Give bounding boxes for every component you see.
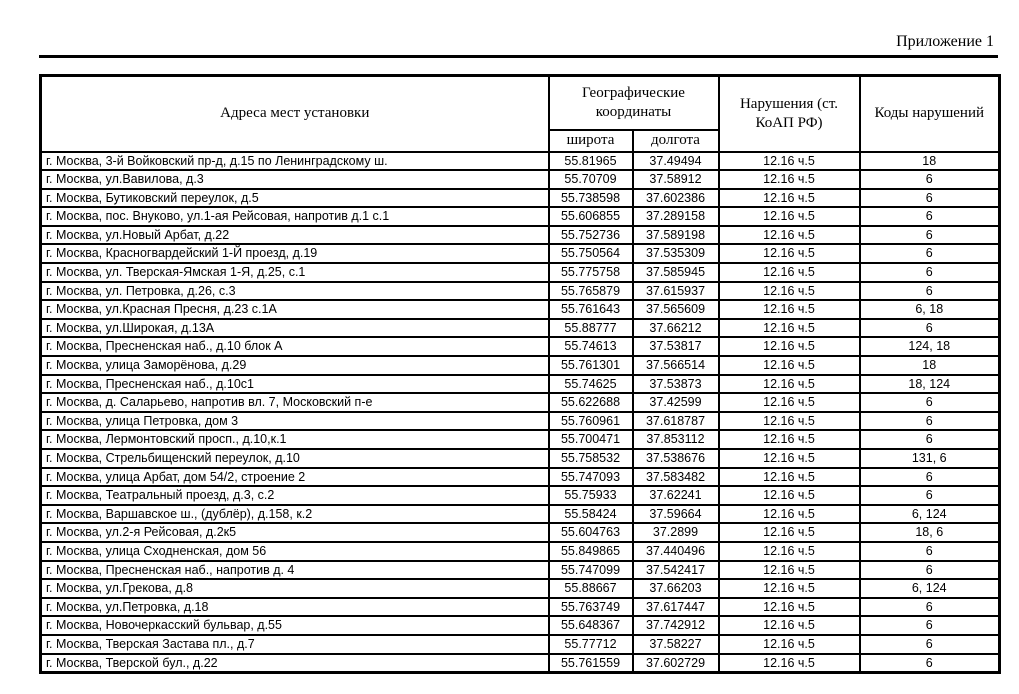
latitude-cell: 55.761643 — [549, 300, 633, 319]
longitude-cell: 37.583482 — [633, 468, 719, 487]
latitude-cell: 55.700471 — [549, 430, 633, 449]
codes-cell: 6 — [860, 412, 1000, 431]
codes-cell: 6 — [860, 189, 1000, 208]
longitude-cell: 37.618787 — [633, 412, 719, 431]
violation-cell: 12.16 ч.5 — [719, 523, 860, 542]
address-cell: г. Москва, ул. Тверская-Ямская 1-Я, д.25, с.1 — [41, 263, 549, 282]
violation-cell: 12.16 ч.5 — [719, 505, 860, 524]
table-row — [41, 654, 1000, 673]
codes-cell: 6 — [860, 616, 1000, 635]
latitude-cell: 55.77712 — [549, 635, 633, 654]
installations-table — [39, 74, 1001, 674]
violation-cell: 12.16 ч.5 — [719, 654, 860, 673]
longitude-cell: 37.566514 — [633, 356, 719, 375]
address-cell: г. Москва, ул.Красная Пресня, д.23 с.1А — [41, 300, 549, 319]
violation-cell: 12.16 ч.5 — [719, 337, 860, 356]
table-header — [41, 76, 1000, 152]
latitude-cell: 55.74625 — [549, 375, 633, 394]
violations-column-header: Нарушения (ст. КоАП РФ) — [719, 76, 860, 152]
coordinates-group-header: Географические координаты — [549, 76, 719, 130]
longitude-cell: 37.742912 — [633, 616, 719, 635]
longitude-cell: 37.42599 — [633, 393, 719, 412]
address-cell: г. Москва, ул. Петровка, д.26, с.3 — [41, 282, 549, 301]
table-row — [41, 337, 1000, 356]
longitude-cell: 37.617447 — [633, 598, 719, 617]
latitude-cell: 55.81965 — [549, 152, 633, 171]
table-row — [41, 412, 1000, 431]
codes-cell: 6 — [860, 561, 1000, 580]
latitude-cell: 55.760961 — [549, 412, 633, 431]
longitude-cell: 37.589198 — [633, 226, 719, 245]
codes-cell: 6, 124 — [860, 579, 1000, 598]
longitude-cell: 37.602386 — [633, 189, 719, 208]
table-row — [41, 635, 1000, 654]
table-row — [41, 598, 1000, 617]
latitude-cell: 55.761559 — [549, 654, 633, 673]
latitude-cell: 55.849865 — [549, 542, 633, 561]
table-body — [41, 152, 1000, 673]
codes-cell: 6 — [860, 319, 1000, 338]
latitude-cell: 55.763749 — [549, 598, 633, 617]
address-cell: г. Москва, улица Арбат, дом 54/2, строение 2 — [41, 468, 549, 487]
codes-cell: 6 — [860, 393, 1000, 412]
address-cell: г. Москва, Пресненская наб., д.10 блок А — [41, 337, 549, 356]
table-row — [41, 244, 1000, 263]
violation-cell: 12.16 ч.5 — [719, 282, 860, 301]
codes-cell: 6 — [860, 542, 1000, 561]
table-row — [41, 430, 1000, 449]
longitude-cell: 37.53817 — [633, 337, 719, 356]
longitude-cell: 37.535309 — [633, 244, 719, 263]
longitude-cell: 37.59664 — [633, 505, 719, 524]
address-cell: г. Москва, Театральный проезд, д.3, с.2 — [41, 486, 549, 505]
longitude-cell: 37.853112 — [633, 430, 719, 449]
table-row — [41, 616, 1000, 635]
codes-cell: 6, 124 — [860, 505, 1000, 524]
longitude-cell: 37.62241 — [633, 486, 719, 505]
address-cell: г. Москва, ул.Новый Арбат, д.22 — [41, 226, 549, 245]
violation-cell: 12.16 ч.5 — [719, 244, 860, 263]
latitude-cell: 55.606855 — [549, 207, 633, 226]
violation-cell: 12.16 ч.5 — [719, 449, 860, 468]
codes-cell: 6 — [860, 282, 1000, 301]
latitude-cell: 55.775758 — [549, 263, 633, 282]
latitude-cell: 55.74613 — [549, 337, 633, 356]
longitude-cell: 37.615937 — [633, 282, 719, 301]
longitude-cell: 37.542417 — [633, 561, 719, 580]
table-row — [41, 319, 1000, 338]
address-cell: г. Москва, Красногвардейский 1-Й проезд, д.19 — [41, 244, 549, 263]
address-cell: г. Москва, Новочеркасский бульвар, д.55 — [41, 616, 549, 635]
table-row — [41, 375, 1000, 394]
violation-cell: 12.16 ч.5 — [719, 579, 860, 598]
latitude-cell: 55.747093 — [549, 468, 633, 487]
address-cell: г. Москва, улица Заморёнова, д.29 — [41, 356, 549, 375]
latitude-cell: 55.58424 — [549, 505, 633, 524]
table-row — [41, 523, 1000, 542]
longitude-cell: 37.585945 — [633, 263, 719, 282]
violation-cell: 12.16 ч.5 — [719, 375, 860, 394]
longitude-cell: 37.53873 — [633, 375, 719, 394]
violation-cell: 12.16 ч.5 — [719, 189, 860, 208]
violation-cell: 12.16 ч.5 — [719, 542, 860, 561]
longitude-cell: 37.49494 — [633, 152, 719, 171]
violation-cell: 12.16 ч.5 — [719, 635, 860, 654]
address-cell: г. Москва, улица Петровка, дом 3 — [41, 412, 549, 431]
longitude-cell: 37.66203 — [633, 579, 719, 598]
violation-cell: 12.16 ч.5 — [719, 319, 860, 338]
latitude-cell: 55.752736 — [549, 226, 633, 245]
longitude-cell: 37.58227 — [633, 635, 719, 654]
codes-cell: 6 — [860, 226, 1000, 245]
address-cell: г. Москва, Тверской бул., д.22 — [41, 654, 549, 673]
codes-cell: 124, 18 — [860, 337, 1000, 356]
table-row — [41, 282, 1000, 301]
codes-cell: 6 — [860, 430, 1000, 449]
table-row — [41, 561, 1000, 580]
table-row — [41, 207, 1000, 226]
table-row — [41, 356, 1000, 375]
table-row — [41, 579, 1000, 598]
codes-cell: 6 — [860, 263, 1000, 282]
violation-cell: 12.16 ч.5 — [719, 152, 860, 171]
longitude-cell: 37.440496 — [633, 542, 719, 561]
table-row — [41, 542, 1000, 561]
table-row — [41, 449, 1000, 468]
address-cell: г. Москва, Пресненская наб., д.10с1 — [41, 375, 549, 394]
address-cell: г. Москва, ул.2-я Рейсовая, д.2к5 — [41, 523, 549, 542]
table-row — [41, 170, 1000, 189]
longitude-cell: 37.538676 — [633, 449, 719, 468]
header-row-main — [41, 76, 1000, 130]
address-cell: г. Москва, пос. Внуково, ул.1-ая Рейсовая, напротив д.1 с.1 — [41, 207, 549, 226]
latitude-cell: 55.604763 — [549, 523, 633, 542]
longitude-cell: 37.289158 — [633, 207, 719, 226]
address-cell: г. Москва, д. Саларьево, напротив вл. 7, Московский п-е — [41, 393, 549, 412]
longitude-cell: 37.58912 — [633, 170, 719, 189]
address-cell: г. Москва, улица Сходненская, дом 56 — [41, 542, 549, 561]
latitude-cell: 55.758532 — [549, 449, 633, 468]
codes-cell: 6, 18 — [860, 300, 1000, 319]
violation-cell: 12.16 ч.5 — [719, 300, 860, 319]
violation-cell: 12.16 ч.5 — [719, 170, 860, 189]
address-cell: г. Москва, Пресненская наб., напротив д. 4 — [41, 561, 549, 580]
latitude-cell: 55.75933 — [549, 486, 633, 505]
latitude-cell: 55.747099 — [549, 561, 633, 580]
table-row — [41, 152, 1000, 171]
codes-cell: 6 — [860, 207, 1000, 226]
table-row — [41, 505, 1000, 524]
codes-cell: 18 — [860, 152, 1000, 171]
latitude-cell: 55.648367 — [549, 616, 633, 635]
latitude-cell: 55.88667 — [549, 579, 633, 598]
latitude-cell: 55.765879 — [549, 282, 633, 301]
violation-cell: 12.16 ч.5 — [719, 430, 860, 449]
codes-cell: 6 — [860, 654, 1000, 673]
violation-cell: 12.16 ч.5 — [719, 561, 860, 580]
address-cell: г. Москва, Варшавское ш., (дублёр), д.158, к.2 — [41, 505, 549, 524]
longitude-cell: 37.2899 — [633, 523, 719, 542]
codes-cell: 6 — [860, 635, 1000, 654]
address-cell: г. Москва, ул.Вавилова, д.3 — [41, 170, 549, 189]
address-cell: г. Москва, ул.Петровка, д.18 — [41, 598, 549, 617]
appendix-title: Приложение 1 — [896, 33, 994, 50]
longitude-cell: 37.602729 — [633, 654, 719, 673]
violation-cell: 12.16 ч.5 — [719, 616, 860, 635]
latitude-cell: 55.761301 — [549, 356, 633, 375]
violation-cell: 12.16 ч.5 — [719, 356, 860, 375]
horizontal-rule — [39, 55, 998, 58]
violation-cell: 12.16 ч.5 — [719, 393, 860, 412]
codes-cell: 131, 6 — [860, 449, 1000, 468]
latitude-cell: 55.622688 — [549, 393, 633, 412]
table-row — [41, 300, 1000, 319]
codes-cell: 6 — [860, 468, 1000, 487]
codes-column-header: Коды нарушений — [860, 76, 1000, 152]
table-row — [41, 486, 1000, 505]
longitude-cell: 37.66212 — [633, 319, 719, 338]
address-cell: г. Москва, Тверская Застава пл., д.7 — [41, 635, 549, 654]
table-row — [41, 189, 1000, 208]
codes-cell: 18, 6 — [860, 523, 1000, 542]
table-row — [41, 468, 1000, 487]
table-row — [41, 393, 1000, 412]
codes-cell: 6 — [860, 170, 1000, 189]
violation-cell: 12.16 ч.5 — [719, 486, 860, 505]
address-column-header: Адреса мест установки — [41, 76, 549, 152]
address-cell: г. Москва, Стрельбищенский переулок, д.10 — [41, 449, 549, 468]
address-cell: г. Москва, Бутиковский переулок, д.5 — [41, 189, 549, 208]
codes-cell: 18, 124 — [860, 375, 1000, 394]
address-cell: г. Москва, Лермонтовский просп., д.10,к.1 — [41, 430, 549, 449]
address-cell: г. Москва, ул.Широкая, д.13А — [41, 319, 549, 338]
violation-cell: 12.16 ч.5 — [719, 598, 860, 617]
latitude-cell: 55.738598 — [549, 189, 633, 208]
violation-cell: 12.16 ч.5 — [719, 412, 860, 431]
violation-cell: 12.16 ч.5 — [719, 263, 860, 282]
codes-cell: 18 — [860, 356, 1000, 375]
codes-cell: 6 — [860, 598, 1000, 617]
violation-cell: 12.16 ч.5 — [719, 226, 860, 245]
latitude-column-header: широта — [549, 130, 633, 152]
codes-cell: 6 — [860, 486, 1000, 505]
address-cell: г. Москва, 3-й Войковский пр-д, д.15 по Ленинградскому ш. — [41, 152, 549, 171]
longitude-cell: 37.565609 — [633, 300, 719, 319]
longitude-column-header: долгота — [633, 130, 719, 152]
table-row — [41, 263, 1000, 282]
codes-cell: 6 — [860, 244, 1000, 263]
latitude-cell: 55.88777 — [549, 319, 633, 338]
latitude-cell: 55.750564 — [549, 244, 633, 263]
address-cell: г. Москва, ул.Грекова, д.8 — [41, 579, 549, 598]
violation-cell: 12.16 ч.5 — [719, 207, 860, 226]
violation-cell: 12.16 ч.5 — [719, 468, 860, 487]
table-row — [41, 226, 1000, 245]
latitude-cell: 55.70709 — [549, 170, 633, 189]
